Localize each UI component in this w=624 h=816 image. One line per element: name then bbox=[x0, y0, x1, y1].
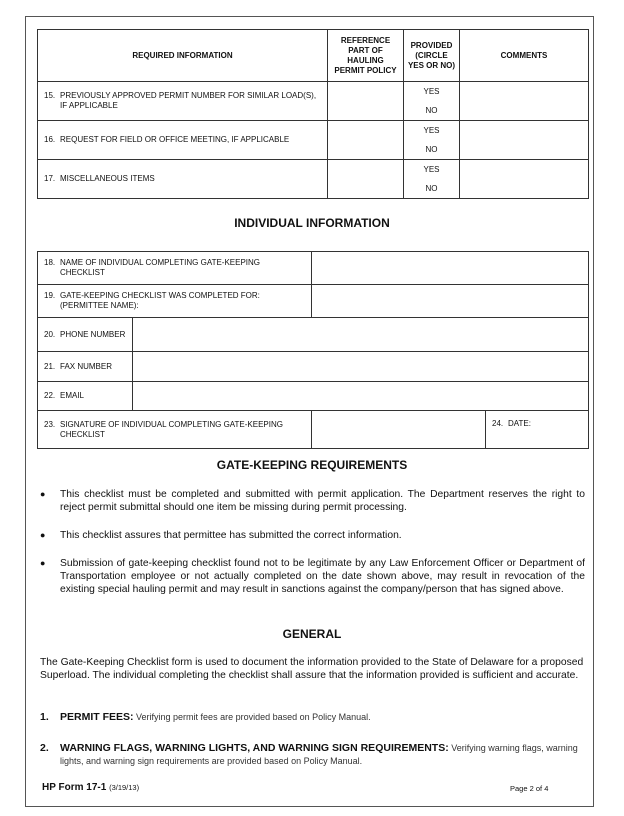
bullet-icon: ● bbox=[40, 558, 46, 568]
provided-cell bbox=[404, 82, 460, 121]
header-comments: COMMENTS bbox=[460, 30, 589, 82]
individual-name-field[interactable] bbox=[312, 252, 589, 285]
field-label: 18. NAME OF INDIVIDUAL COMPLETING GATE-KEEPING CHECKLIST bbox=[38, 252, 312, 285]
bullet-item: ● This checklist must be completed and submitted with permit application. The Department reserves the right to reject permit submittal should one item be missing during permit processing. bbox=[40, 489, 585, 513]
permittee-name-field[interactable] bbox=[312, 285, 589, 318]
general-title: GENERAL bbox=[282, 627, 342, 641]
no-option[interactable]: NO bbox=[425, 145, 438, 154]
email-field[interactable] bbox=[133, 382, 589, 411]
comments-cell[interactable] bbox=[460, 82, 589, 121]
field-label: 22. EMAIL bbox=[38, 382, 133, 411]
table-row bbox=[38, 160, 589, 199]
form-id: HP Form 17-1 (3/19/13) bbox=[42, 782, 140, 793]
provided-cell bbox=[404, 121, 460, 160]
field-row bbox=[38, 285, 589, 318]
gatekeeping-bullets bbox=[40, 488, 585, 611]
page-number: Page 2 of 4 bbox=[510, 784, 549, 793]
yes-option[interactable]: YES bbox=[423, 165, 440, 174]
header-provided: PROVIDED (CIRCLE YES OR NO) bbox=[404, 30, 460, 82]
field-label: 21. FAX NUMBER bbox=[38, 352, 133, 382]
general-intro: The Gate-Keeping Checklist form is used to document the information provided to the State of Delaware for a proposed Superload. The individual completing the checklist shall assure that the information provided is sufficient and accurate. bbox=[40, 657, 584, 681]
field-row bbox=[38, 252, 589, 285]
individual-information-table bbox=[37, 251, 589, 449]
comments-cell[interactable] bbox=[460, 160, 589, 199]
general-item: 1. PERMIT FEES: Verifying permit fees are provided based on Policy Manual. bbox=[40, 711, 371, 723]
reference-cell[interactable] bbox=[328, 160, 404, 199]
field-row bbox=[38, 411, 589, 449]
table-header-row bbox=[38, 30, 589, 82]
required-info-cell: 15. PREVIOUSLY APPROVED PERMIT NUMBER FOR SIMILAR LOAD(S), IF APPLICABLE bbox=[38, 82, 328, 121]
bullet-item: ● This checklist assures that permittee has submitted the correct information. bbox=[40, 530, 402, 541]
header-required-information: REQUIRED INFORMATION bbox=[38, 30, 328, 82]
fax-number-field[interactable] bbox=[133, 352, 589, 382]
table-row bbox=[38, 121, 589, 160]
field-row bbox=[38, 382, 589, 411]
individual-information-title: INDIVIDUAL INFORMATION bbox=[234, 216, 390, 230]
table-row bbox=[38, 82, 589, 121]
reference-cell[interactable] bbox=[328, 121, 404, 160]
signature-field[interactable] bbox=[312, 411, 486, 449]
checklist-table bbox=[37, 29, 589, 199]
required-info-cell: 16. REQUEST FOR FIELD OR OFFICE MEETING, IF APPLICABLE bbox=[38, 121, 328, 160]
bullet-item: ● Submission of gate-keeping checklist found not to be legitimate by any Law Enforcement Officer or Department of Transportation employee or not actually completed on the date shown above, may result in revocation of the existing special hauling permit and may result in sanctions against the company/person that has signed above. bbox=[40, 558, 585, 595]
bullet-icon: ● bbox=[40, 489, 46, 499]
field-label: 19. GATE-KEEPING CHECKLIST WAS COMPLETED FOR: (PERMITTEE NAME): bbox=[38, 285, 312, 318]
date-field[interactable]: 24. DATE: bbox=[486, 411, 589, 449]
field-label: 23. SIGNATURE OF INDIVIDUAL COMPLETING GATE-KEEPING CHECKLIST bbox=[38, 411, 312, 449]
required-info-cell: 17. MISCELLANEOUS ITEMS bbox=[38, 160, 328, 199]
field-row bbox=[38, 318, 589, 352]
comments-cell[interactable] bbox=[460, 121, 589, 160]
reference-cell[interactable] bbox=[328, 82, 404, 121]
no-option[interactable]: NO bbox=[425, 106, 438, 115]
header-reference: REFERENCE PART OF HAULING PERMIT POLICY bbox=[328, 30, 404, 82]
general-item: 2. WARNING FLAGS, WARNING LIGHTS, AND WARNING SIGN REQUIREMENTS: Verifying warning flags, warning lights, and warning sign requirements are provided based on Policy Manual. bbox=[40, 742, 578, 766]
field-label: 20. PHONE NUMBER bbox=[38, 318, 133, 352]
phone-number-field[interactable] bbox=[133, 318, 589, 352]
no-option[interactable]: NO bbox=[425, 184, 438, 193]
field-row bbox=[38, 352, 589, 382]
bullet-icon: ● bbox=[40, 530, 46, 540]
yes-option[interactable]: YES bbox=[423, 126, 440, 135]
provided-cell bbox=[404, 160, 460, 199]
gatekeeping-requirements-title: GATE-KEEPING REQUIREMENTS bbox=[216, 458, 408, 472]
yes-option[interactable]: YES bbox=[423, 87, 440, 96]
